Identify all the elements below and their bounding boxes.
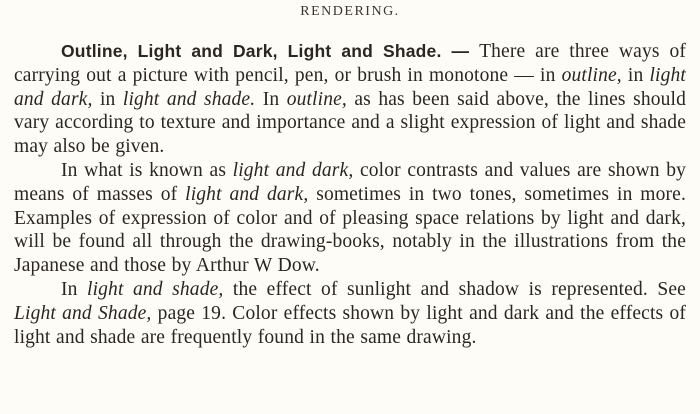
text-run: sometimes in two tones, sometimes in more. Examples of expression of color and of pleasing space relations by light and dark, will be found all through the drawing-books, notably in the illustrations from the Japanese and those by Arthur W Dow. [14,183,686,277]
italic-term: light and dark, [14,64,686,110]
text-run: as has been said above, the lines should vary according to texture and importance and a slight expression of light and shade may also be given. [14,88,686,158]
italic-term: outline, [286,88,347,110]
italic-term: light and dark, [185,183,309,205]
text-run: In what is known as [61,159,233,181]
italic-term: light and dark, [232,159,354,181]
text-run: color contrasts and values are shown by means of masses of [14,159,686,205]
paragraph-light-and-dark [14,159,686,278]
text-run: the effect of sunlight and shadow is represented. See [223,278,686,300]
running-header: RENDERING. [300,4,400,19]
italic-term: Light and Shade, [14,302,152,324]
paragraph-light-and-shade [14,278,686,349]
section-heading: Outline, Light and Dark, Light and Shade. — [61,41,480,61]
body-text [14,40,686,349]
text-run: In [61,278,88,300]
text-run: in [92,88,123,110]
italic-term: outline, [561,64,622,86]
italic-term: light and shade, [87,278,224,300]
text-run: in [621,64,650,86]
text-run: In [255,88,287,110]
italic-term: light and shade. [122,88,256,110]
paragraph-outline-light-dark-shade [14,40,686,159]
text-run: page 19. Color effects shown by light and dark and the effects of light and shade are frequently found in the same drawing. [14,302,686,348]
text-run: There are three ways of carrying out a picture with pencil, pen, or brush in monotone — in [14,41,687,86]
